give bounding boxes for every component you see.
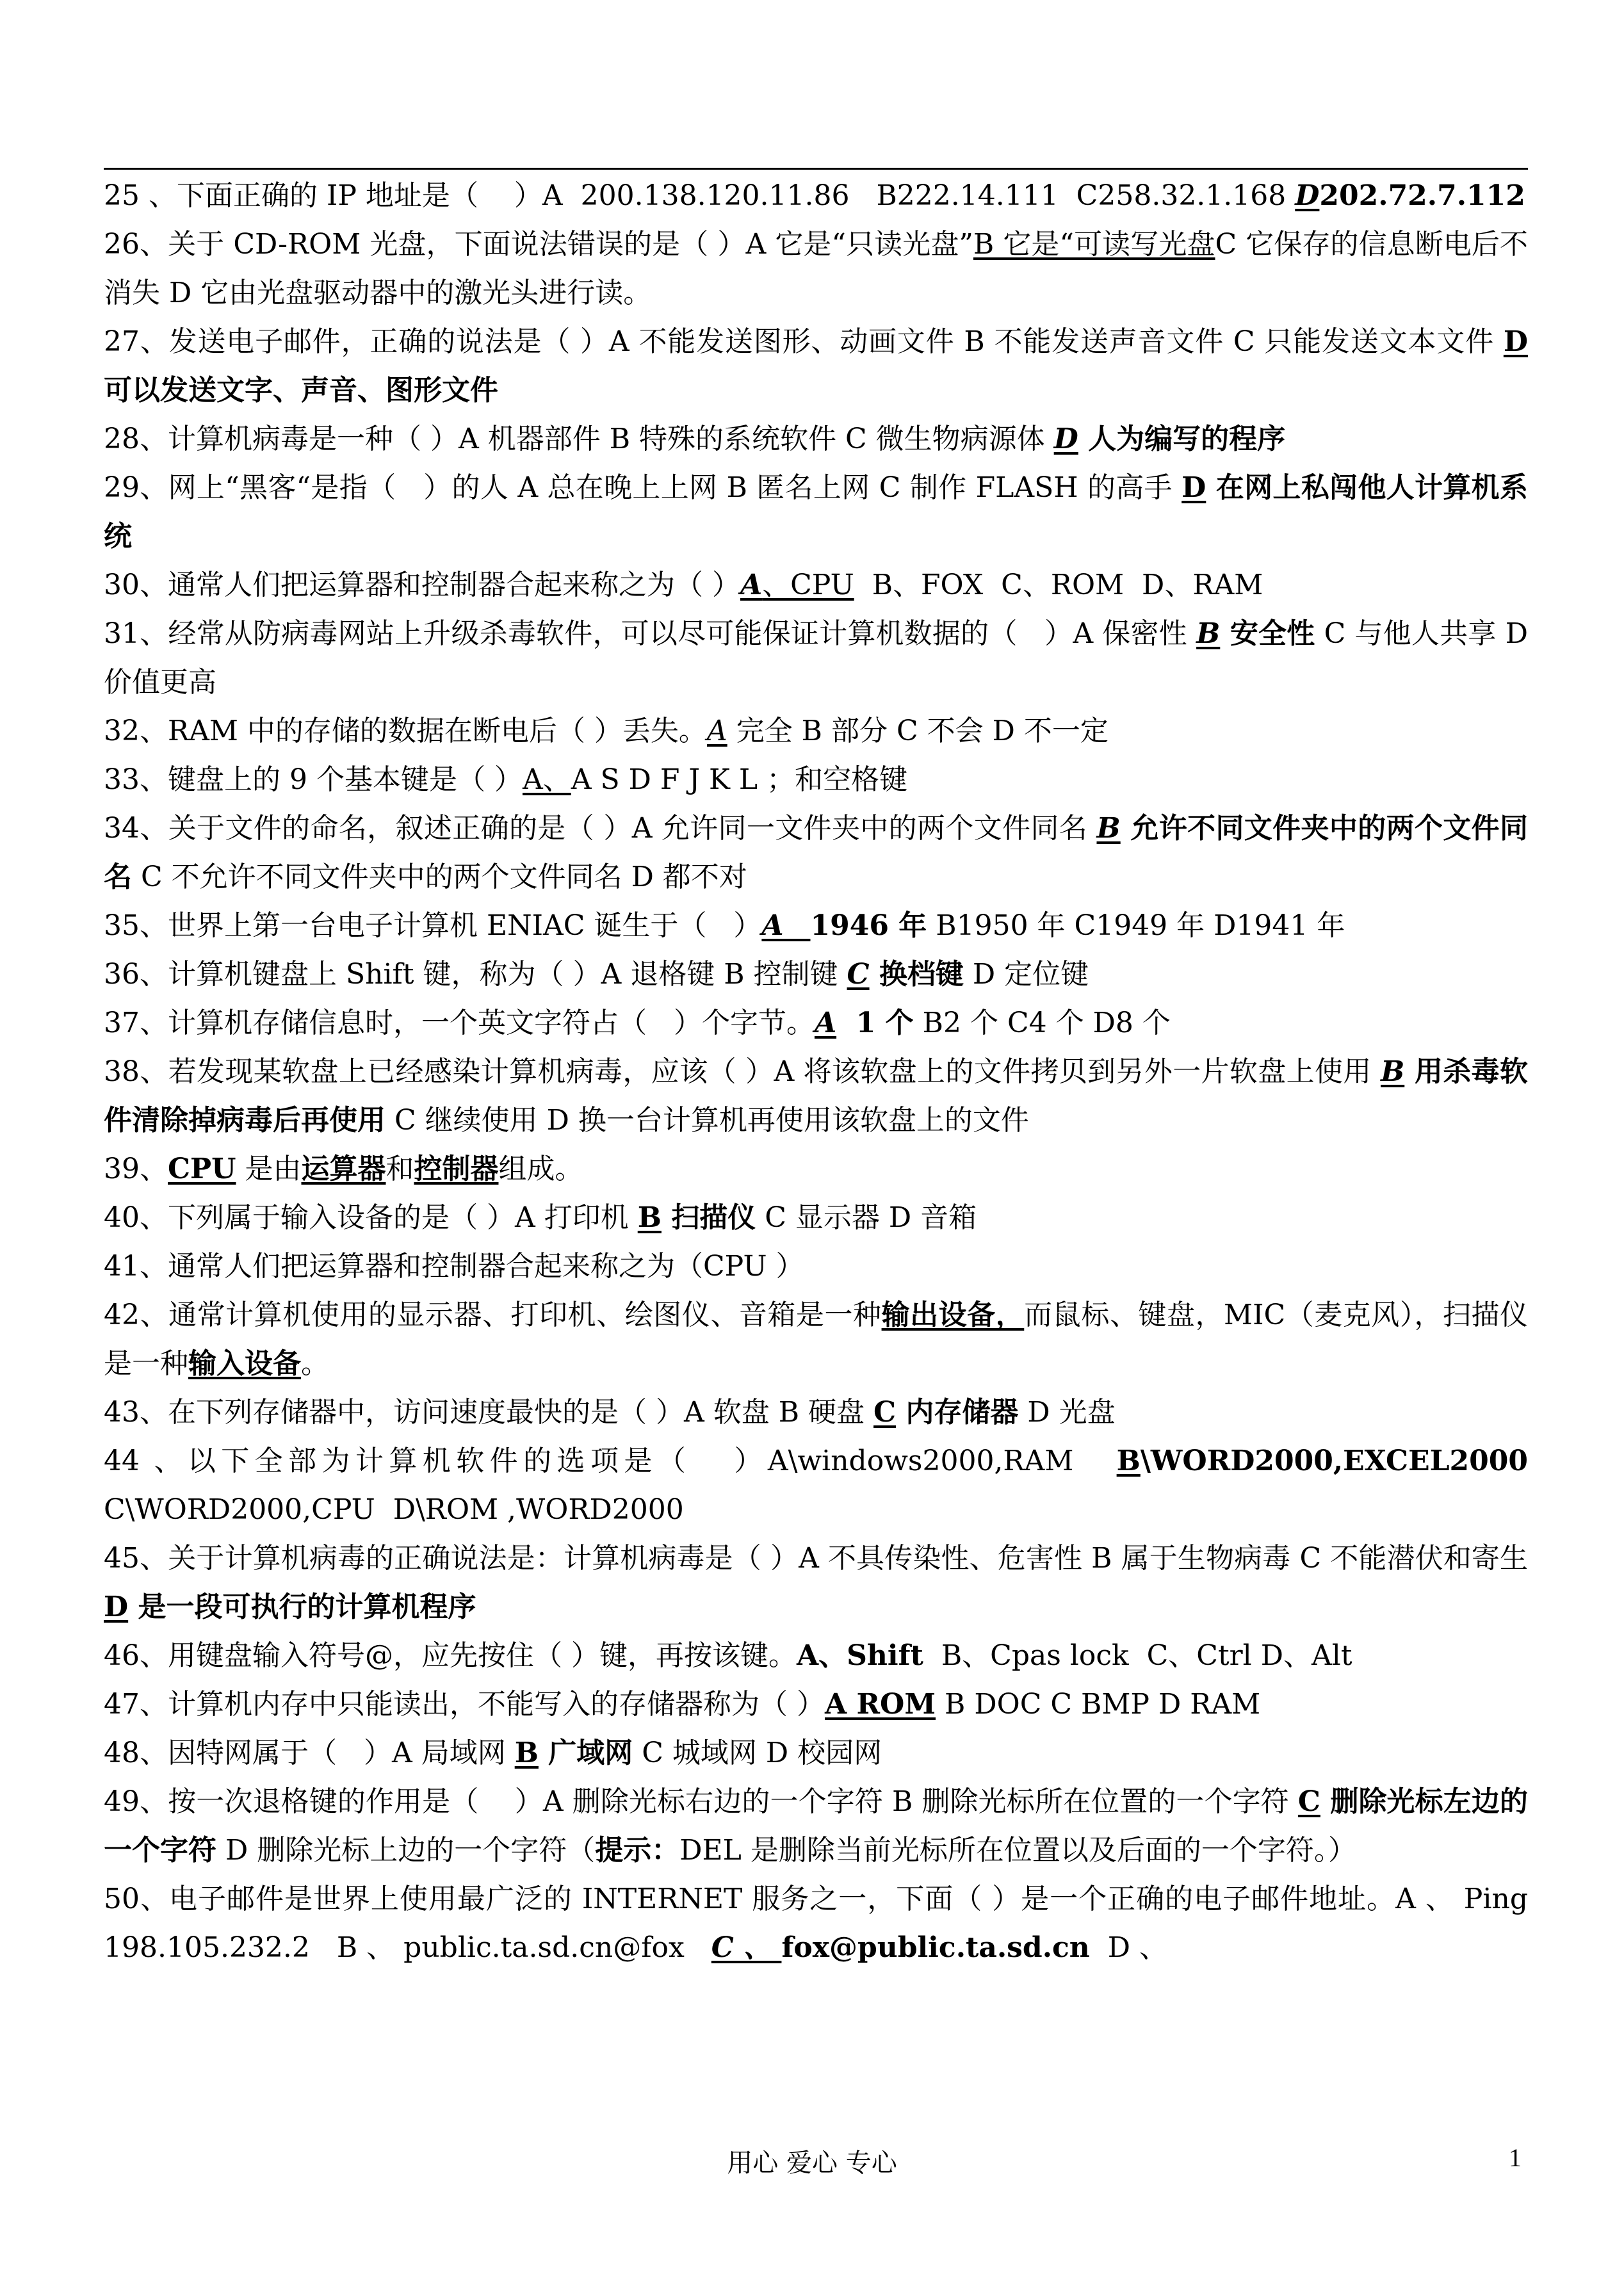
question-text-run: 35、世界上第一台电子计算机 ENIAC 诞生于（ ） [104,909,762,942]
question-text-run: C\WORD2000,CPU D\ROM ,WORD2000 [104,1445,1537,1526]
question-text-run: D [1503,325,1528,358]
question-text-run: D [104,1591,129,1623]
question-text-run: D 、 [1089,1931,1168,1964]
question-text-run: 完全 B 部分 C 不会 D 不一定 [727,715,1108,747]
question-text-run: B2 个 C4 个 D8 个 [913,1007,1171,1039]
question-text-run: 25 、下面正确的 IP 地址是（ ）A 200.138.120.11.86 B222.14.111 C258.32.1.168 [104,179,1295,212]
question-text-run: 1946 年 [810,909,927,942]
question-text-run: A、 [522,763,571,796]
question-text-run: C 它保存的信息断电后不消失 D 它由光盘驱动器中的激光头进行读。 [104,228,1528,309]
question-text-run: 在网上私闯他人计算机系统 [104,471,1528,553]
question-text-run: 31、经常从防病毒网站上升级杀毒软件，可以尽可能保证计算机数据的（ ）A 保密性 [104,617,1197,650]
question-text-run: B1950 年 C1949 年 D1941 年 [927,909,1345,942]
question-text-run: B、Cpas lock C、Ctrl D、Alt [923,1639,1352,1672]
question-q27 [104,318,1538,415]
question-text-run: B [1096,812,1121,845]
question-text-run: 28、计算机病毒是一种（ ）A 机器部件 B 特殊的系统软件 C 微生物病源体 [104,423,1054,455]
question-text-run: 。 [301,1347,329,1380]
question-text-run: A [740,569,763,601]
question-text-run: 用杀毒软件清除掉病毒后再使用 [104,1055,1529,1137]
question-text-run: B、FOX C、ROM D、RAM [854,569,1263,601]
question-text-run: 39、 [104,1153,168,1185]
question-q38 [104,1048,1528,1145]
question-text-run: 33、键盘上的 9 个基本键是（ ） [104,763,523,796]
question-text-run: D 定位键 [963,958,1089,991]
question-text-run: B [1116,1445,1141,1477]
question-text-run: 46、用键盘输入符号@，应先按住（ ）键，再按该键。 [104,1639,797,1672]
question-text-run: 控制器 [414,1153,499,1185]
question-text-run: 组成。 [498,1153,583,1185]
question-text-run: 而鼠标、键盘，MIC（麦克风），扫描仪是一种 [104,1299,1528,1380]
question-text-run: fox@public.ta.sd.cn [781,1931,1090,1964]
question-q25 [104,172,1528,220]
question-text-run: 202.72.7.112 [1319,179,1525,212]
question-text-run: 提示： [595,1834,680,1867]
question-q39 [104,1145,1528,1194]
question-text-run: \WORD2000,EXCEL2000 [1140,1445,1528,1477]
question-text-run: 38、若发现某软盘上已经感染计算机病毒，应该（ ）A 将该软盘上的文件拷贝到另外一片软盘上使用 [104,1055,1381,1088]
footer-motto: 用心 爱心 专心 [727,2148,897,2178]
question-text-run: C 城域网 D 校园网 [633,1737,882,1769]
question-text-run: A、Shift [796,1639,923,1672]
question-q47 [104,1680,1528,1729]
question-text-run: D 光盘 [1018,1396,1116,1429]
question-text-run: A [706,715,727,747]
question-text-run: 47、计算机内存中只能读出，不能写入的存储器称为（ ） [104,1688,825,1721]
question-list [104,172,1546,1972]
question-q48 [104,1729,1528,1778]
question-text-run: A [761,909,784,942]
question-text-run: 和 [386,1153,414,1185]
question-q42 [104,1291,1528,1388]
question-text-run: 内存储器 [896,1396,1019,1429]
question-q28 [104,415,1528,464]
question-text-run: 允许不同文件夹中的两个文件同名 [104,812,1528,893]
question-text-run: 45、关于计算机病毒的正确说法是：计算机病毒是（ ）A 不具传染性、危害性 B 属于生物病毒 C 不能潜伏和寄生 [104,1542,1537,1575]
header-rule [104,168,1528,170]
question-q40 [104,1194,1528,1242]
question-text-run: C 不允许不同文件夹中的两个文件同名 D 都不对 [132,861,747,893]
question-text-run: A [814,1007,837,1039]
question-text-run: 安全性 [1220,617,1315,650]
page-number: 1 [1509,2143,1522,2172]
question-text-run: B [637,1201,662,1234]
question-q36 [104,950,1528,999]
question-text-run: 人为编写的程序 [1078,423,1286,455]
question-text-run: 49、按一次退格键的作用是（ ）A 删除光标右边的一个字符 B 删除光标所在位置的一个字符 [104,1785,1298,1818]
question-q49 [104,1778,1528,1875]
question-text-run: B [514,1737,539,1769]
question-text-run [784,909,811,942]
question-text-run: C [1297,1785,1320,1818]
question-text-run: B [1381,1055,1405,1088]
question-q26 [104,220,1528,318]
question-q33 [104,756,1528,804]
question-text-run: B 它是“可读写光盘 [973,228,1215,261]
question-q34 [104,804,1528,902]
question-q41 [104,1242,1528,1291]
question-text-run: 43、在下列存储器中，访问速度最快的是（ ）A 软盘 B 硬盘 [104,1396,874,1429]
question-text-run: CPU [168,1153,236,1185]
question-text-run: D [1295,179,1320,212]
question-text-run: C 与他人共享 D 价值更高 [104,617,1537,699]
question-text-run: 29、网上“黑客“是指（ ）的人 A 总在晚上上网 B 匿名上网 C 制作 FLASH 的高手 [104,471,1182,504]
question-text-run: 40、下列属于输入设备的是（ ）A 打印机 [104,1201,638,1234]
question-text-run: 删除光标左边的一个字符 [104,1785,1528,1867]
question-text-run: 广域网 [538,1737,633,1769]
question-text-run: B [1196,617,1221,650]
question-q46 [104,1632,1528,1680]
question-text-run: D [1053,423,1078,455]
question-text-run: 是由 [236,1153,302,1185]
question-text-run: 44 、以下全部为计算机软件的选项是（ ）A\windows2000,RAM [104,1445,1117,1477]
question-q30 [104,561,1528,610]
question-q35 [104,902,1528,950]
question-text-run: 42、通常计算机使用的显示器、打印机、绘图仪、音箱是一种 [104,1299,882,1331]
question-text-run: 、CPU [762,569,854,601]
question-text-run: 运算器 [301,1153,386,1185]
question-text-run: 是一段可执行的计算机程序 [128,1591,476,1623]
question-text-run: C 显示器 D 音箱 [756,1201,977,1234]
question-text-run: 27、发送电子邮件，正确的说法是（ ）A 不能发送图形、动画文件 B 不能发送声音文件 C 只能发送文本文件 [104,325,1504,358]
question-text-run: 26、关于 CD-ROM 光盘，下面说法错误的是（ ）A 它是“只读光盘” [104,228,973,261]
question-q43 [104,1388,1528,1437]
question-q45 [104,1534,1537,1632]
question-q44 [104,1437,1537,1534]
question-text-run: 48、因特网属于（ ）A 局域网 [104,1737,515,1769]
question-text-run: C 、 [711,1931,782,1964]
question-q31 [104,610,1537,707]
question-text-run: 输出设备， [881,1299,1025,1331]
question-text-run: 可以发送文字、声音、图形文件 [104,325,1538,407]
question-text-run: 34、关于文件的命名，叙述正确的是（ ）A 允许同一文件夹中的两个文件同名 [104,812,1097,845]
question-text-run: 换档键 [869,958,964,991]
question-text-run: A ROM [824,1688,936,1721]
question-text-run: D [1181,471,1206,504]
question-text-run: D 删除光标上边的一个字符（ [216,1834,596,1867]
question-q50 [104,1875,1546,1972]
question-text-run: 50、电子邮件是世界上使用最广泛的 INTERNET 服务之一，下面（ ）是一个正确的电子邮件地址。A 、 Ping 198.105.232.2 B 、 public.ta.sd.cn@fox [104,1883,1546,1964]
question-text-run: B DOC C BMP D RAM [936,1688,1261,1721]
question-text-run: C [873,1396,897,1429]
question-text-run: 30、通常人们把运算器和控制器合起来称之为（ ） [104,569,740,601]
question-text-run: 41、通常人们把运算器和控制器合起来称之为（CPU ） [104,1250,804,1283]
question-q32 [104,707,1528,756]
question-text-run: 扫描仪 [661,1201,756,1234]
question-text-run: 1 个 [836,1007,914,1039]
question-text-run: C [847,958,870,991]
question-q29 [104,464,1528,561]
question-q37 [104,999,1528,1048]
question-text-run: 输入设备 [188,1347,301,1380]
question-text-run: 32、RAM 中的存储的数据在断电后（ ）丢失。 [104,715,707,747]
question-text-run: DEL 是删除当前光标所在位置以及后面的一个字符。） [679,1834,1356,1867]
question-text-run: 37、计算机存储信息时，一个英文字符占（ ）个字节。 [104,1007,815,1039]
question-text-run: 36、计算机键盘上 Shift 键，称为（ ）A 退格键 B 控制键 [104,958,847,991]
question-text-run: C 继续使用 D 换一台计算机再使用该软盘上的文件 [386,1104,1029,1137]
question-text-run: A S D F J K L ；和空格键 [571,763,908,796]
